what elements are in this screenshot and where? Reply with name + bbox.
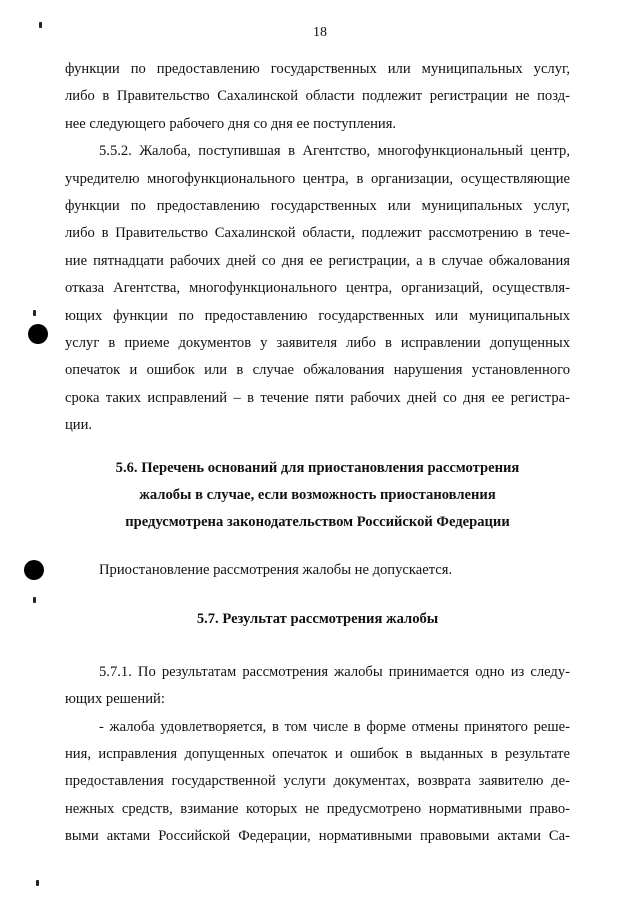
text-line: ющих решений: [65, 691, 165, 708]
paragraph-5-7-1 [65, 659, 570, 714]
heading-line: предусмотрена законодательством Российской Федерации [125, 514, 510, 531]
document-body [65, 56, 570, 851]
text-line: ции. [65, 417, 93, 434]
text-line: услуг в приеме документов у заявителя либо в исправлении допущенных [65, 334, 570, 351]
text-line: выми актами Российской Федерации, нормативными правовыми актами Са- [65, 828, 570, 845]
scan-speck [33, 597, 36, 603]
section-heading-5-7: 5.7. Результат рассмотрения жалобы [196, 610, 439, 627]
text-line: - жалоба удовлетворяется, в том числе в форме отмены принятого реше- [99, 718, 570, 735]
text-line: ния, исправления допущенных опечаток и ошибок в выданных в результате [65, 746, 570, 763]
section-heading-5-6 [65, 455, 570, 536]
text-line: опечаток и ошибок или в случае обжалования нарушения установленного [65, 362, 570, 379]
text-line: предоставления государственной услуги документах, возврата заявителю де- [65, 773, 570, 790]
page-number: 18 [313, 25, 327, 40]
text-line: либо в Правительство Сахалинской области, подлежит рассмотрению в тече- [65, 225, 570, 242]
text-line: нежных средств, взимание которых не предусмотрено нормативными право- [65, 800, 570, 817]
heading-line: 5.6. Перечень оснований для приостановления рассмотрения [115, 460, 520, 477]
scan-speck [33, 310, 36, 316]
text-line: либо в Правительство Сахалинской области подлежит регистрации не позд- [65, 88, 570, 105]
paragraph-continuation [65, 56, 570, 138]
binder-hole-bottom [24, 560, 44, 580]
text-line: нее следующего рабочего дня со дня ее поступления. [65, 115, 397, 132]
scan-speck [39, 22, 42, 28]
text-line: ющих функции по предоставлению государственных или муниципальных [65, 307, 570, 324]
scan-speck [36, 880, 39, 886]
section-5-6-text: Приостановление рассмотрения жалобы не допускается. [99, 562, 453, 579]
text-line: 5.7.1. По результатам рассмотрения жалобы принимается одно из следу- [99, 663, 570, 680]
text-line: ние пятнадцати рабочих дней со дня ее регистрации, а в случае обжалования [65, 252, 570, 269]
paragraph-5-5-2 [65, 138, 570, 439]
text-line: функции по предоставлению государственных или муниципальных услуг, [65, 61, 570, 77]
decision-item-satisfied [65, 714, 570, 851]
heading-line: жалобы в случае, если возможность приостановления [139, 487, 496, 504]
text-line: учредителю многофункционального центра, в организации, осуществляющие [65, 170, 570, 187]
text-line: функции по предоставлению государственных или муниципальных услуг, [65, 197, 570, 214]
text-line: 5.5.2. Жалоба, поступившая в Агентство, многофункциональный центр, [99, 143, 570, 160]
text-line: отказа Агентства, многофункционального центра, организаций, осуществля- [65, 280, 570, 297]
binder-hole-top [28, 324, 48, 344]
text-line: срока таких исправлений – в течение пяти рабочих дней со дня ее регистра- [65, 389, 570, 406]
